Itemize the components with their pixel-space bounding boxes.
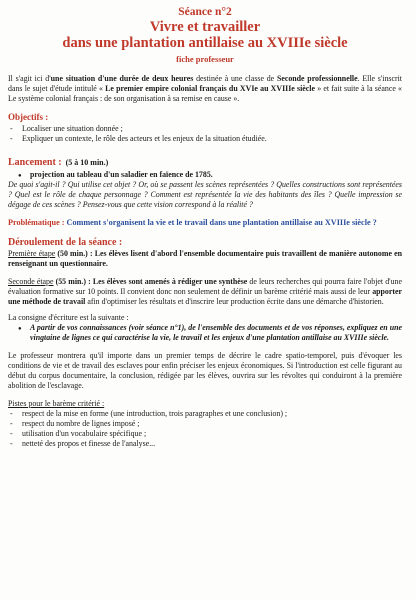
lancement-duration: (5 à 10 min.): [65, 158, 109, 167]
lancement-section: [8, 152, 402, 210]
etape2-bold: Les élèves sont amenés à rédiger une synthèse: [92, 276, 248, 286]
lancement-heading-line: [8, 152, 402, 170]
etape2-text-2: afin d'optimiser les résultats et d'inscrire leur production écrite dans une démarche d'historien.: [85, 296, 384, 306]
piste-item: - respect du nombre de lignes imposé ;: [8, 419, 402, 429]
problematique-heading: Problématique :: [8, 218, 65, 227]
deroulement-heading: Déroulement de la séance :: [8, 236, 123, 248]
piste-item: - respect de la mise en forme (une introduction, trois paragraphes et une conclusion) ;: [8, 409, 402, 419]
objectifs-heading: Objectifs :: [8, 112, 49, 122]
title-line-2: dans une plantation antillaise au XVIIIe siècle: [62, 35, 348, 51]
deroulement-section: [8, 237, 402, 391]
lancement-heading: Lancement :: [8, 157, 62, 168]
problematique-section: [8, 218, 402, 229]
pistes-heading: Pistes pour le barème critérié :: [8, 398, 105, 408]
problematique-paragraph: [8, 218, 402, 229]
consigne-text: ● A partir de vos connaissances (voir séance n°1), de l'ensemble des documents et de vos réponses, expliquez en une vingtaine de lignes ce qui caractérise la vie, le travail et les enjeux d'une plantation antillaise au XVIIIe siècle.: [16, 323, 402, 343]
consigne-intro: La consigne d'écriture est la suivante :: [8, 312, 129, 322]
objectif-item: - Localiser une situation donnée ;: [8, 124, 402, 134]
etape2-text-1: de leurs recherches qui pourra faire l'objet d'une évaluation formative sur 10 points. Il convient donc non seulement de définir un barème critérié mais aussi de leur: [8, 276, 402, 296]
objectifs-section: [8, 112, 402, 144]
pistes-section: [8, 399, 402, 449]
intro-bold-2: Seconde professionnelle: [276, 74, 358, 83]
objectifs-list: [8, 124, 402, 144]
intro-paragraph: [8, 74, 402, 104]
title-line-1: Vivre et travailler: [149, 19, 261, 35]
etape1-paragraph: [8, 249, 402, 269]
etape2-paragraph: [8, 277, 402, 307]
document-header: [8, 6, 402, 65]
subtitle: fiche professeur: [176, 54, 234, 64]
intro-text-1: Il s'agit ici d': [8, 74, 51, 83]
piste-item: - netteté des propos et finesse de l'analyse...: [8, 439, 402, 449]
seance-number: Séance n°2: [178, 6, 232, 18]
intro-text-2: destinée à une classe de: [193, 74, 277, 83]
objectif-item: - Expliquer un contexte, le rôle des acteurs et les enjeux de la situation étudiée.: [8, 134, 402, 144]
etape2-bold-2: apporter une méthode de travail: [8, 286, 402, 306]
intro-text-4: » et fait suite à la séance « Le système colonial français : de son organisation à sa remise en cause ».: [8, 84, 403, 103]
professeur-paragraph: Le professeur montrera qu'il importe dans un premier temps de décrire le cadre spatio-temporel, puis d'évoquer les conditions de vie et de travail des esclaves pour enfin préciser les enjeux économiques. Si l'introduction est celle figurant au début du corpus documentaire, la conclusion, rédigée par les élèves, ouvrira sur les révoltes qui conduiront à la première abolition de l'esclavage.: [8, 350, 402, 390]
lancement-questions: De quoi s'agit-il ? Qui utilise cet objet ? Or, où se passent les scènes représentées ? Quelles constructions sont représentées ? Quel est le rôle de chaque personnage ? Comment est représentée la vie des habitants des îles ? Quelle impression se dégage de ces scènes ? Pensez-vous que cette vision correspond à la réalité ?: [8, 180, 402, 209]
intro-bold-1: une situation d'une durée de deux heures: [50, 74, 194, 83]
etape1-label: Première étape: [8, 248, 56, 258]
intro-text-3: . Elle s'inscrit dans le sujet d'étude intitulé «: [8, 74, 403, 93]
problematique-text: Comment s'organisent la vie et le travail dans une plantation antillaise au XVIIIe siècle ?: [66, 218, 377, 227]
etape2-label: Seconde étape: [8, 276, 54, 286]
pistes-list: [8, 409, 402, 449]
piste-item: - utilisation d'un vocabulaire spécifique ;: [8, 429, 402, 439]
lancement-bullet: ● projection au tableau d'un saladier en faïence de 1785.: [16, 170, 402, 180]
etape1-text: Les élèves lisent d'abord l'ensemble documentaire puis travaillent de manière autonome en renseignant un questionnaire.: [8, 248, 402, 268]
intro-bold-3: Le premier empire colonial français du XVIe au XVIIIe siècle: [105, 84, 315, 93]
etape2-duration: (55 min.) :: [53, 276, 93, 286]
etape1-duration: (50 min.) :: [55, 248, 95, 258]
